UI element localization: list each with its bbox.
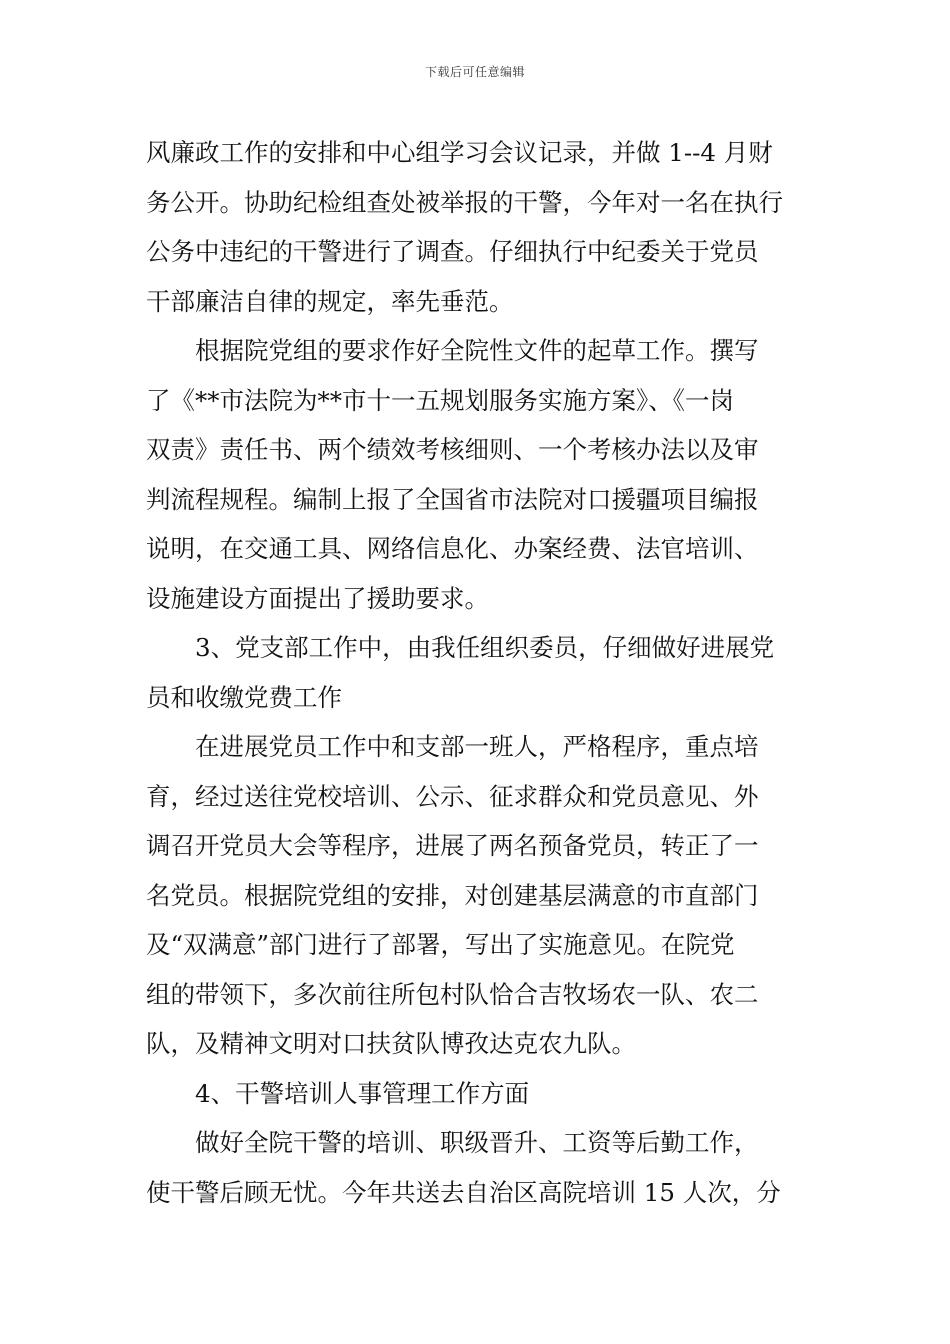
text-line: 风廉政工作的安排和中心组学习会议记录，并做 1--4 月财: [146, 138, 773, 167]
text-line: 调召开党员大会等程序，进展了两名预备党员，转正了一: [146, 831, 759, 860]
body-text: [146, 128, 806, 1217]
text-line: 做好全院干警的培训、职级晋升、工资等后勤工作，: [195, 1128, 759, 1157]
text-line: 了《**市法院为**市十一五规划服务实施方案》、《一岗: [146, 385, 734, 415]
text-line: 设施建设方面提出了援助要求。: [146, 583, 489, 613]
text-line: 员和收缴党费工作: [146, 682, 342, 712]
page-header: 下载后可任意编辑: [424, 65, 525, 79]
text-line: 4、干警培训人事管理工作方面: [195, 1078, 530, 1108]
text-line: 根据院党组的要求作好全院性文件的起草工作。撰写: [195, 336, 759, 365]
text-line: 名党员。根据院党组的安排，对创建基层满意的市直部门: [146, 880, 759, 910]
text-line: 队，及精神文明对口扶贫队博孜达克农九队。: [146, 1029, 636, 1058]
text-line: 3、党支部工作中，由我任组织委员，仔细做好进展党: [195, 633, 775, 662]
text-line: 及“双满意”部门进行了部署，写出了实施意见。在院党: [146, 930, 735, 959]
text-line: 双责》责任书、两个绩效考核细则、一个考核办法以及审: [146, 435, 759, 464]
text-line: 务公开。协助纪检组查处被举报的干警，今年对一名在执行: [146, 187, 783, 217]
text-line: 育，经过送往党校培训、公示、征求群众和党员意见、外: [146, 781, 759, 811]
text-line: 说明，在交通工具、网络信息化、办案经费、法官培训、: [146, 534, 759, 563]
text-line: 判流程规程。编制上报了全国省市法院对口援疆项目编报: [146, 484, 759, 514]
text-line: 干部廉洁自律的规定，率先垂范。: [146, 286, 514, 316]
text-line: 使干警后顾无忧。今年共送去自治区高院培训 15 人次，分: [146, 1177, 781, 1207]
text-line: 公务中违纪的干警进行了调查。仔细执行中纪委关于党员: [146, 237, 759, 266]
text-line: 组的带领下，多次前往所包村队恰合吉牧场农一队、农二: [146, 979, 759, 1009]
text-line: 在进展党员工作中和支部一班人，严格程序，重点培: [195, 732, 759, 761]
